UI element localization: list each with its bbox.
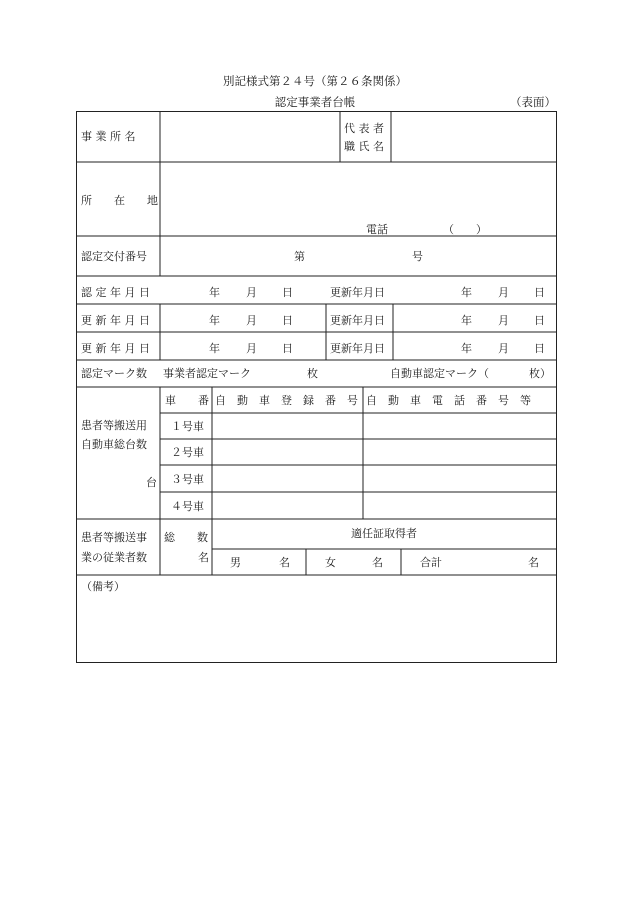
office-name-label: 事 業 所 名 — [81, 130, 136, 143]
vehicle-total-label-line1: 患者等搬送用 — [81, 419, 147, 432]
female-unit: 名 — [372, 556, 383, 569]
male-unit: 名 — [279, 556, 290, 569]
renew-month: 月 — [246, 314, 257, 327]
business-mark-label: 事業者認定マーク — [163, 367, 251, 380]
remarks-label: （備考） — [81, 580, 125, 593]
registration-number-header: 自 動 車 登 録 番 号 — [215, 394, 358, 407]
cert-day: 日 — [282, 286, 293, 299]
renew-year: 年 — [209, 314, 220, 327]
employee-total-label: 総 数 — [164, 531, 208, 544]
form-number: 別記様式第２４号（第２６条関係） — [223, 74, 407, 88]
renew-day: 日 — [282, 314, 293, 327]
employee-total-unit: 名 — [198, 551, 209, 564]
cert-number-go: 号 — [412, 250, 423, 263]
renew-year: 年 — [461, 342, 472, 355]
side-indicator: （表面） — [510, 95, 556, 109]
cert-year: 年 — [209, 286, 220, 299]
phone-area-code: （ ） — [443, 223, 487, 236]
female-label: 女 — [325, 556, 336, 569]
vehicle-total-unit: 台 — [146, 476, 157, 489]
renew-date-label-short: 更新年月日 — [330, 314, 385, 327]
renew-date-label: 更 新 年 月 日 — [81, 314, 150, 327]
renew-month: 月 — [498, 314, 509, 327]
car-4-label: ４号車 — [171, 500, 204, 513]
car-mark-unit: 枚） — [529, 367, 551, 380]
location-label: 所 在 地 — [81, 194, 158, 207]
total-unit: 名 — [528, 556, 539, 569]
renew-year: 年 — [461, 314, 472, 327]
representative-label-line2: 職 氏 名 — [344, 140, 384, 153]
vehicle-total-label-line2: 自動車総台数 — [81, 438, 147, 451]
employee-count-label-line1: 患者等搬送事 — [81, 531, 147, 544]
form-title: 認定事業者台帳 — [274, 95, 356, 109]
qualified-header: 適任証取得者 — [351, 527, 417, 540]
renew-month: 月 — [498, 286, 509, 299]
renew-date-label: 更 新 年 月 日 — [81, 342, 150, 355]
representative-label-line1: 代 表 者 — [344, 122, 384, 135]
car-phone-header: 自 動 車 電 話 番 号 等 — [366, 394, 531, 407]
car-3-label: ３号車 — [171, 473, 204, 486]
renew-month: 月 — [246, 342, 257, 355]
cert-month: 月 — [246, 286, 257, 299]
car-1-label: １号車 — [171, 420, 204, 433]
employee-count-label-line2: 業の従業者数 — [81, 551, 147, 564]
phone-label: 電話 — [366, 223, 388, 236]
car-2-label: ２号車 — [171, 446, 204, 459]
cert-number-dai: 第 — [294, 250, 305, 263]
renew-day: 日 — [282, 342, 293, 355]
renew-date-label-short: 更新年月日 — [330, 286, 385, 299]
renew-day: 日 — [534, 342, 545, 355]
registry-form — [76, 111, 557, 663]
business-mark-unit: 枚 — [307, 367, 318, 380]
renew-year: 年 — [461, 286, 472, 299]
renew-year: 年 — [209, 342, 220, 355]
car-number-header: 車 番 — [165, 394, 209, 407]
car-mark-label: 自動車認定マーク（ — [390, 367, 489, 380]
cert-date-label: 認 定 年 月 日 — [81, 286, 150, 299]
renew-day: 日 — [534, 286, 545, 299]
renew-date-label-short: 更新年月日 — [330, 342, 385, 355]
male-label: 男 — [230, 556, 241, 569]
cert-number-label: 認定交付番号 — [81, 250, 147, 263]
renew-month: 月 — [498, 342, 509, 355]
renew-day: 日 — [534, 314, 545, 327]
marks-label: 認定マーク数 — [81, 367, 147, 380]
total-label: 合計 — [420, 556, 442, 569]
